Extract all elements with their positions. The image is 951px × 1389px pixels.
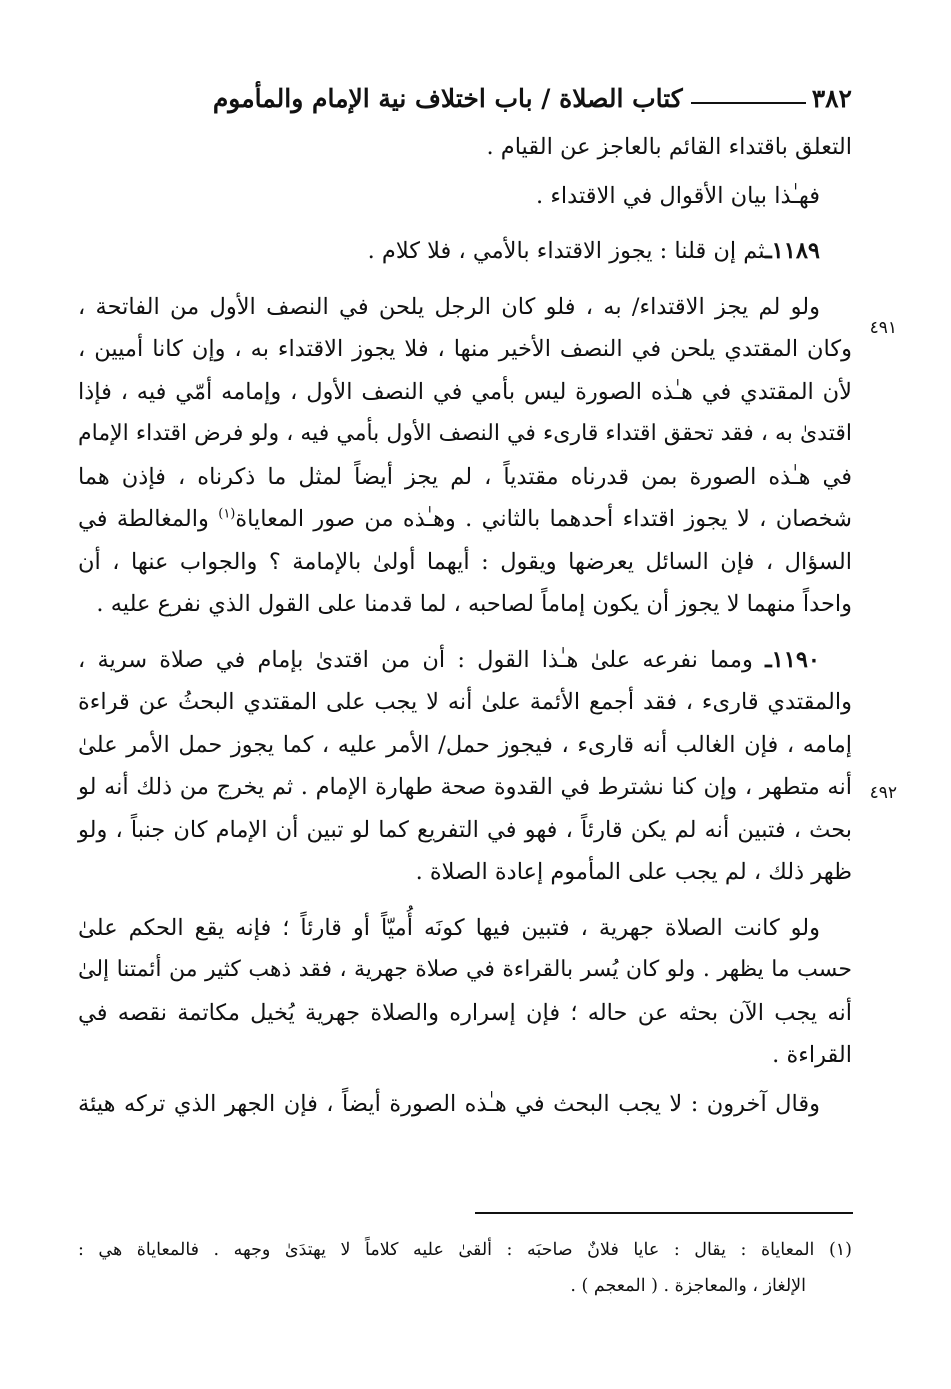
paragraph-1189 bbox=[78, 230, 852, 273]
text-line: السؤال ، فإن السائل يعرضها ويقول : أيهما أولىٰ بالإمامة ؟ والجواب عنها ، أن bbox=[78, 548, 852, 575]
text-line: إمامه ، فإن الغالب أنه قارىء ، فيجوز حمل/ الأمر عليه ، كما يجوز حمل الأمر علىٰ bbox=[78, 731, 852, 758]
paragraph-6 bbox=[78, 907, 852, 1077]
text-segment: والمغالطة في bbox=[78, 506, 219, 532]
text-line: وكان المقتدي يلحن في النصف الأخير منها ، فلا يجوز الاقتداء به ، وإن كانا أميين ، bbox=[78, 336, 852, 362]
footnote-marker: (١) bbox=[828, 1240, 852, 1260]
text-line: اقتدىٰ به ، فقد تحقق اقتداء قارىء في النصف الأول بأمي فيه ، ولو فرض اقتداء الإمام bbox=[78, 421, 852, 446]
text-line: القراءة . bbox=[772, 1042, 852, 1068]
text-line: في هـٰذه الصورة بمن قدرناه مقتدياً ، لم يجز أيضاً لمثل ما ذكرناه ، فإذن هما bbox=[78, 463, 852, 490]
text-segment: شخصان ، لا يجوز اقتداء أحدهما بالثاني . وهـٰذه من صور المعاياة bbox=[235, 506, 852, 532]
paragraph-4 bbox=[78, 286, 852, 626]
margin-page-ref-492: ٤٩٢ bbox=[869, 783, 897, 803]
text-line bbox=[78, 639, 852, 682]
text-line: بحث ، فتبين أنه لم يكن قارئاً ، فهو في التفريع كما لو تبين أن الإمام كان جنباً ، ولو bbox=[78, 816, 852, 843]
footnote-line: الإلغاز ، والمعاجزة . ( المعجم ) . bbox=[570, 1276, 806, 1296]
text-line: والمقتدي قارىء ، فقد أجمع الأئمة علىٰ أنه لا يجب على المقتدي البحثُ عن قراءة bbox=[78, 689, 852, 715]
running-header bbox=[78, 74, 852, 122]
text-line: واحداً منهما لا يجوز أن يكون إماماً لصاحبه ، لما قدمنا على القول الذي نفرع عليه . bbox=[96, 591, 852, 617]
paragraph-1 bbox=[78, 126, 852, 169]
footnote-ref: (١) bbox=[218, 506, 236, 522]
paragraph-7 bbox=[78, 1083, 852, 1126]
text-line: ولو لم يجز الاقتداء/ به ، فلو كان الرجل يلحن في النصف الأول من الفاتحة ، bbox=[78, 293, 820, 320]
section-number: ١١٩٠ـ bbox=[765, 646, 820, 673]
footnote-separator bbox=[475, 1212, 853, 1214]
margin-page-ref-491: ٤٩١ bbox=[869, 318, 897, 338]
paragraph-1190 bbox=[78, 639, 852, 894]
text-line: فهـٰذا بيان الأقوال في الاقتداء . bbox=[536, 182, 820, 209]
footnote-text: المعاياة : يقال : عايا فلانٌ صاحبَه : ألقىٰ عليه كلاماً لا يهتدَىٰ وجهه . فالمعاياة هي : bbox=[78, 1240, 815, 1260]
text-line bbox=[78, 230, 852, 273]
text-line bbox=[78, 498, 852, 541]
text-line: ظهر ذلك ، لم يجب على المأموم إعادة الصلاة . bbox=[415, 859, 852, 885]
text-line: ولو كانت الصلاة جهرية ، فتبين فيها كونَه أُميّاً أو قارئاً ؛ فإنه يقع الحكم علىٰ bbox=[78, 914, 820, 941]
footnote bbox=[78, 1232, 852, 1304]
main-text bbox=[78, 126, 852, 1125]
text-line: لأن المقتدي في هـٰذه الصورة ليس بأمي في النصف الأول ، وإمامه أمّي فيه ، فإذا bbox=[78, 378, 852, 405]
text-line: التعلق باقتداء القائم بالعاجز عن القيام . bbox=[486, 134, 852, 160]
page-number: ٣٨٢ bbox=[811, 83, 852, 113]
text-line: أنه متطهر ، وإن كنا نشترط في القدوة صحة طهارة الإمام . ثم يخرج من ذلك أنه لو bbox=[78, 774, 852, 800]
text-line: حسب ما يظهر . ولو كان يُسر بالقراءة في صلاة جهرية ، فقد ذهب كثير من أئمتنا إلىٰ bbox=[78, 957, 852, 982]
running-title: كتاب الصلاة / باب اختلاف نية الإمام والمأموم bbox=[212, 83, 683, 113]
section-text: ومما نفرعه علىٰ هـٰذا القول : أن من اقتدىٰ بإمام في صلاة سرية ، bbox=[78, 646, 766, 673]
paragraph-2 bbox=[78, 175, 852, 218]
section-number: ١١٨٩ـ bbox=[765, 238, 820, 264]
footnote-line bbox=[78, 1232, 852, 1268]
header-rule bbox=[691, 102, 806, 104]
text-line: أنه يجب الآن بحثه عن حاله ؛ فإن إسراره والصلاة جهرية يُخيل مكاتمة نقصه في bbox=[78, 999, 852, 1026]
text-line: وقال آخرون : لا يجب البحث في هـٰذه الصورة أيضاً ، فإن الجهر الذي تركه هيئة bbox=[78, 1090, 820, 1117]
section-text: ثم إن قلنا : يجوز الاقتداء بالأمي ، فلا كلام . bbox=[367, 238, 766, 264]
